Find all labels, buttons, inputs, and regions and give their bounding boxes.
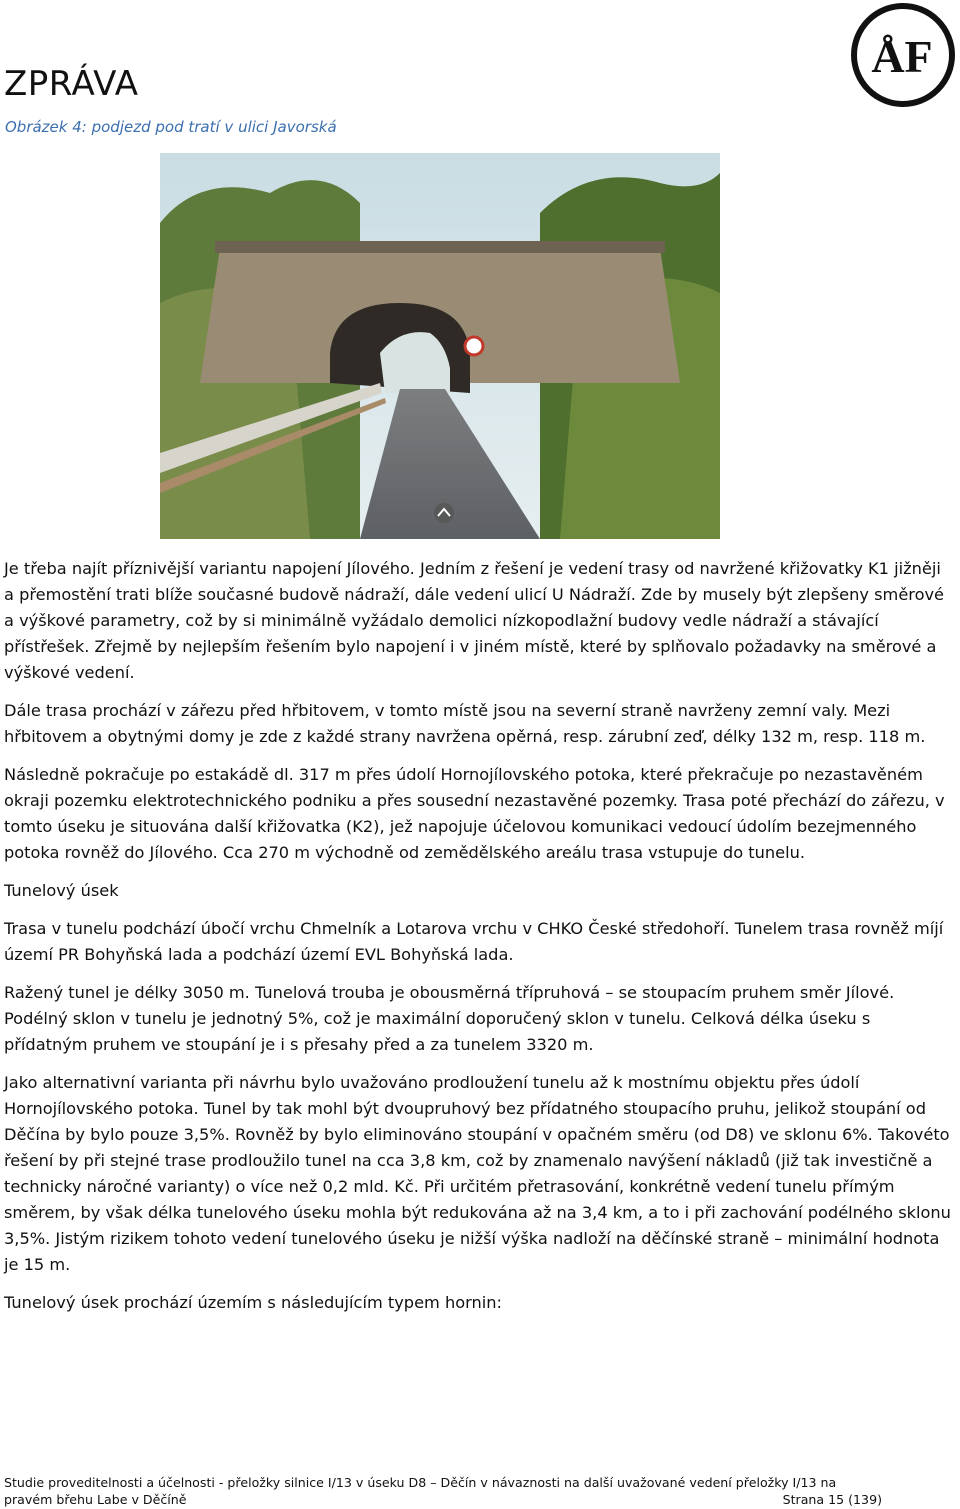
footer-line [4,1491,882,1508]
footer-line: Studie proveditelnosti a účelnosti - přeložky silnice I/13 v úseku D8 – Děčín v návaznosti na další uvažované vedení přeložky I/13 na [4,1475,837,1490]
paragraph: Následně pokračuje po estakádě dl. 317 m přes údolí Hornojílovského potoka, které překračuje po nezastavěném okraji pozemku elektrotechnického podniku a přes sousední nezastavěné pozemky. Trasa poté přechází do zářezu, v tomto úseku je situována další křižovatka (K2), jež napojuje účelovou komunikaci vedoucí údolím bezejmenného potoka rovněž do Jílového. Cca 270 m východně od zemědělského areálu trasa vstupuje do tunelu. [4,765,945,862]
paragraph: Je třeba najít příznivější variantu napojení Jílového. Jedním z řešení je vedení trasy od navržené křižovatky K1 jižněji a přemostění trati blíže současné budově nádraží, dále vedení ulicí U Nádraží. Zde by musely být zlepšeny směrové a výškové parametry, což by si minimálně vyžádalo demolici nízkopodlažní budovy vedle nádraží a stávající přístřešek. Zřejmě by nejlepším řešením bylo napojení i v jiném místě, které by splňovalo požadavky na směrové a výškové vedení. [4,559,945,682]
paragraph: Ražený tunel je délky 3050 m. Tunelová trouba je obousměrná třípruhová – se stoupacím pruhem směr Jílové. Podélný sklon v tunelu je jednotný 5%, což je maximální doporučený sklon v tunelu. Celková délka úseku s přídatným pruhem ve stoupání je i s přesahy před a za tunelem 3320 m. [4,983,895,1054]
section-heading: Tunelový úsek [4,881,119,900]
paragraph: Dále trasa prochází v zářezu před hřbitovem, v tomto místě jsou na severní straně navrženy zemní valy. Mezi hřbitovem a obytnými domy je zde z každé strany navržena opěrná, resp. zárubní zeď, délky 132 m, resp. 118 m. [4,701,926,746]
page-number: Strana 15 (139) [782,1492,882,1507]
page-footer [4,1474,952,1508]
company-logo [850,2,956,108]
figure-caption: Obrázek 4: podjezd pod tratí v ulici Javorská [5,118,337,136]
svg-text:ÅF: ÅF [871,31,933,82]
paragraph: Trasa v tunelu podchází úbočí vrchu Chmelník a Lotarova vrchu v CHKO České středohoří. Tunelem trasa rovněž míjí území PR Bohyňská lada a podchází území EVL Bohyňská lada. [4,919,944,964]
underpass-photo [160,153,720,539]
paragraph: Tunelový úsek prochází územím s následujícím typem hornin: [4,1293,502,1312]
footer-text: pravém břehu Labe v Děčíně [4,1492,187,1507]
body-text [4,556,954,1328]
page-title: ZPRÁVA [4,64,139,104]
paragraph: Jako alternativní varianta při návrhu bylo uvažováno prodloužení tunelu až k mostnímu objektu přes údolí Hornojílovského potoka. Tunel by tak mohl být dvoupruhový bez přídatného stoupacího pruhu, jelikož stoupání od Děčína by bylo pouze 3,5%. Rovněž by bylo eliminováno stoupání v opačném směru (od D8) ve sklonu 6%. Takovéto řešení by při stejné trase prodloužilo tunel na cca 3,8 km, což by znamenalo navýšení nákladů (již tak investičně a technicky náročné varianty) o více než 0,2 mld. Kč. Při určitém přetrasování, konkrétně vedení tunelu přímým směrem, by však délka tunelového úseku mohla být redukována až na 3,4 km, a to i při zachování podélného sklonu 3,5%. Jistým rizikem tohoto vedení tunelového úseku je nižší výška nadloží na děčínské straně – minimální hodnota je 15 m. [4,1073,951,1274]
